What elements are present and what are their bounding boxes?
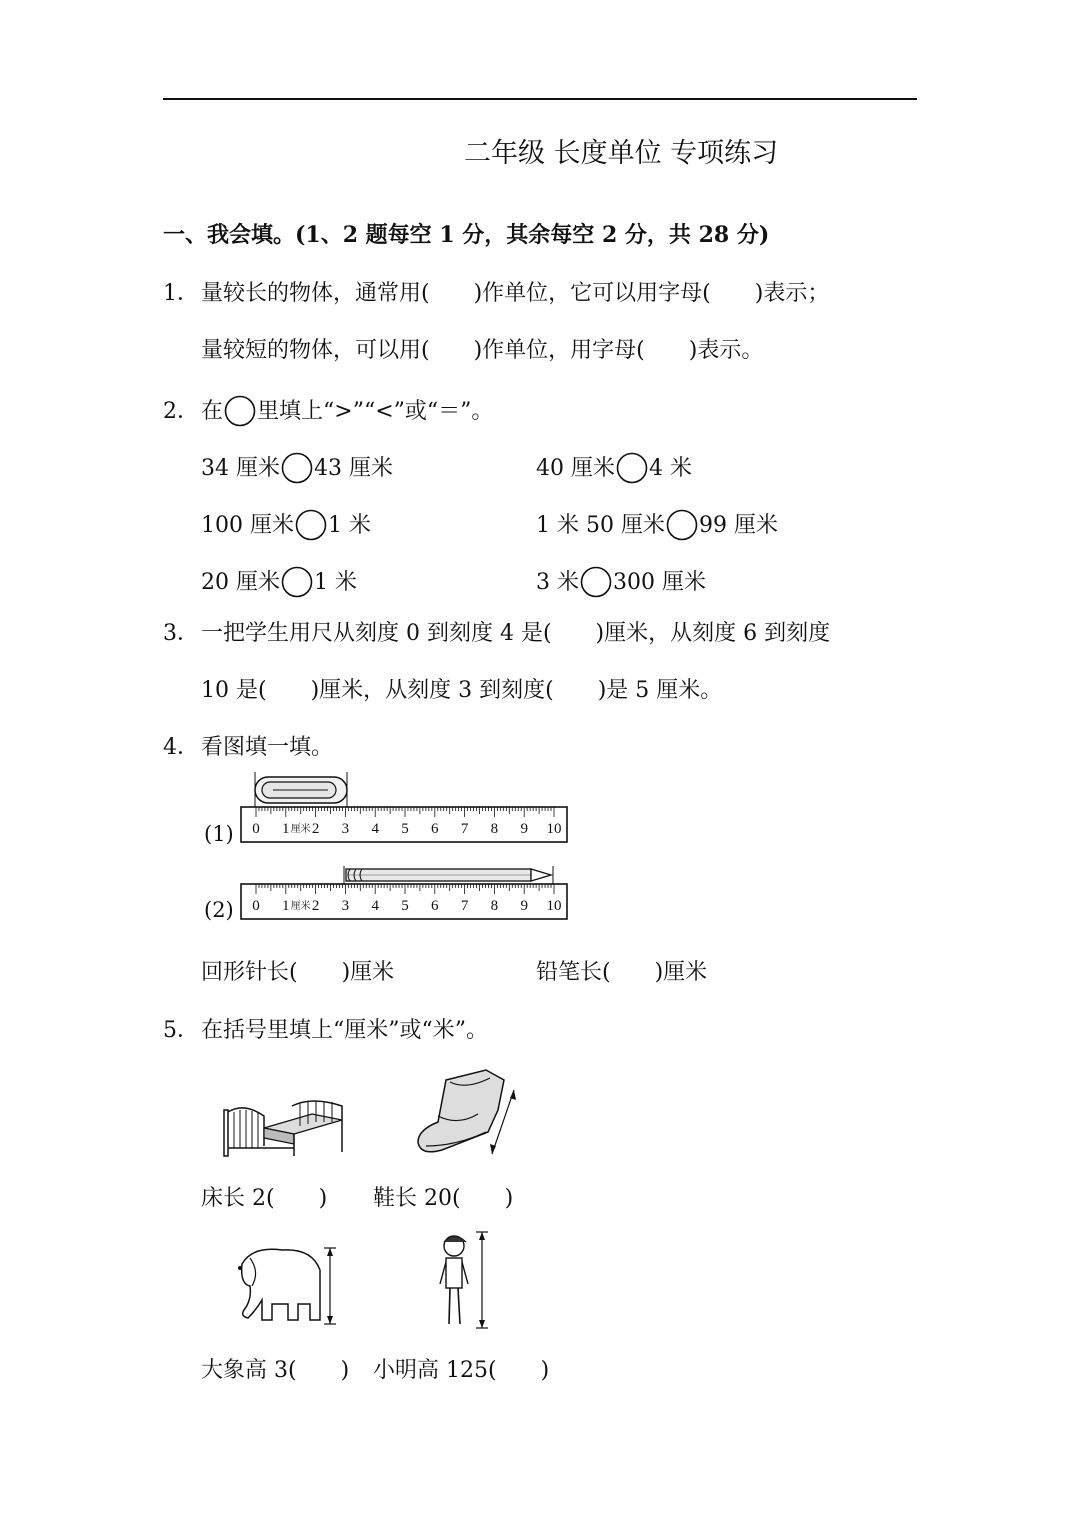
compare-item	[536, 565, 706, 598]
question-number: 3．	[163, 621, 199, 646]
ruler-tick-label: 3	[341, 821, 350, 837]
ruler-tick-label: 2	[311, 821, 320, 837]
ruler-tick-label: 9	[520, 821, 528, 837]
compare-left: 100 厘米	[201, 513, 294, 538]
shoe-icon	[416, 1066, 526, 1162]
pencil-icon	[344, 866, 553, 884]
compare-item	[201, 508, 371, 541]
ruler-tick-label: 8	[490, 898, 499, 914]
ruler-tick-label: 4	[371, 821, 379, 837]
ruler-tick-label: 5	[401, 898, 409, 914]
ruler-tick-label: 8	[490, 821, 499, 837]
compare-right: 1 米	[314, 570, 357, 595]
page-title: 二年级 长度单位 专项练习	[464, 138, 779, 169]
ruler-tick-label: 10	[546, 821, 562, 837]
answer-pencil: 铅笔长( )厘米	[536, 960, 708, 985]
ruler-tick-label: 9	[520, 898, 528, 914]
prompt-text: 在括号里填上“厘米”或“米”。	[201, 1018, 488, 1043]
section-heading: 一、我会填。(1、2 题每空 1 分，其余每空 2 分，共 28 分)	[163, 222, 770, 248]
question-2-prompt	[163, 394, 493, 427]
ruler-tick-label: 0	[252, 898, 260, 914]
question-5-prompt	[163, 1013, 488, 1044]
elephant-icon	[222, 1244, 342, 1330]
circle-blank[interactable]	[616, 452, 648, 484]
ruler-tick-label: 7	[460, 821, 469, 837]
prompt-text: 里填上“>”“<”或“＝”。	[257, 399, 494, 424]
compare-item	[201, 451, 393, 484]
ruler-tick-label: 7	[460, 898, 469, 914]
question-3-line-1	[163, 616, 830, 647]
ruler-tick-label: 6	[431, 898, 439, 914]
ruler-tick-label: 4	[371, 898, 379, 914]
circle-blank	[224, 395, 256, 427]
question-number: 4．	[163, 735, 199, 760]
compare-item	[536, 508, 778, 541]
question-number: 5．	[163, 1018, 199, 1043]
compare-left: 34 厘米	[201, 456, 280, 481]
compare-right: 43 厘米	[314, 456, 393, 481]
paperclip-icon	[255, 772, 347, 807]
ruler-tick-label: 6	[431, 821, 439, 837]
compare-right: 300 厘米	[613, 570, 706, 595]
compare-right: 1 米	[328, 513, 371, 538]
circle-blank[interactable]	[295, 509, 327, 541]
question-text: 量较长的物体，通常用( )作单位，它可以用字母( )表示；	[201, 281, 830, 306]
ruler-tick-label: 10	[546, 898, 562, 914]
answer-paperclip: 回形针长( )厘米	[201, 960, 395, 985]
compare-left: 40 厘米	[536, 456, 615, 481]
figure-label-1: (1)	[204, 822, 234, 846]
compare-right: 4 米	[649, 456, 692, 481]
compare-item	[536, 451, 692, 484]
circle-blank[interactable]	[281, 452, 313, 484]
ruler-tick-label: 1	[282, 898, 290, 914]
ruler-tick-label: 3	[341, 898, 350, 914]
answer-shoe: 鞋长 20( )	[373, 1186, 514, 1211]
ruler-tick-label: 1	[282, 821, 290, 837]
header-rule	[163, 98, 917, 100]
ruler-unit-label: 厘米	[290, 901, 311, 912]
ruler-unit-label: 厘米	[290, 824, 311, 835]
pencil-ruler-figure	[240, 862, 570, 922]
ruler-tick-label: 5	[401, 821, 409, 837]
question-1-line-2: 量较短的物体，可以用( )作单位，用字母( )表示。	[201, 338, 764, 363]
question-number: 2．	[163, 399, 199, 424]
compare-right: 99 厘米	[698, 513, 778, 538]
answer-boy: 小明高 125( )	[373, 1358, 550, 1383]
ruler-tick-label: 2	[311, 898, 320, 914]
answer-elephant: 大象高 3( )	[201, 1358, 350, 1383]
compare-item	[201, 565, 357, 598]
paperclip-ruler-figure	[240, 772, 570, 844]
question-1-line-1	[163, 276, 829, 307]
question-4-prompt	[163, 730, 333, 761]
circle-blank[interactable]	[666, 509, 698, 541]
circle-blank[interactable]	[580, 566, 612, 598]
compare-left: 1 米 50 厘米	[536, 513, 665, 538]
prompt-text: 看图填一填。	[201, 735, 334, 760]
question-number: 1．	[163, 281, 199, 306]
answer-bed: 床长 2( )	[201, 1186, 328, 1211]
prompt-text: 在	[201, 399, 224, 424]
bed-icon	[222, 1098, 348, 1158]
figure-label-2: (2)	[204, 898, 234, 922]
circle-blank[interactable]	[281, 566, 313, 598]
question-3-line-2: 10 是( )厘米，从刻度 3 到刻度( )是 5 厘米。	[201, 678, 723, 703]
compare-left: 3 米	[536, 570, 579, 595]
question-text: 一把学生用尺从刻度 0 到刻度 4 是( )厘米，从刻度 6 到刻度	[201, 621, 831, 646]
compare-left: 20 厘米	[201, 570, 280, 595]
boy-icon	[432, 1228, 496, 1332]
ruler-tick-label: 0	[252, 821, 260, 837]
